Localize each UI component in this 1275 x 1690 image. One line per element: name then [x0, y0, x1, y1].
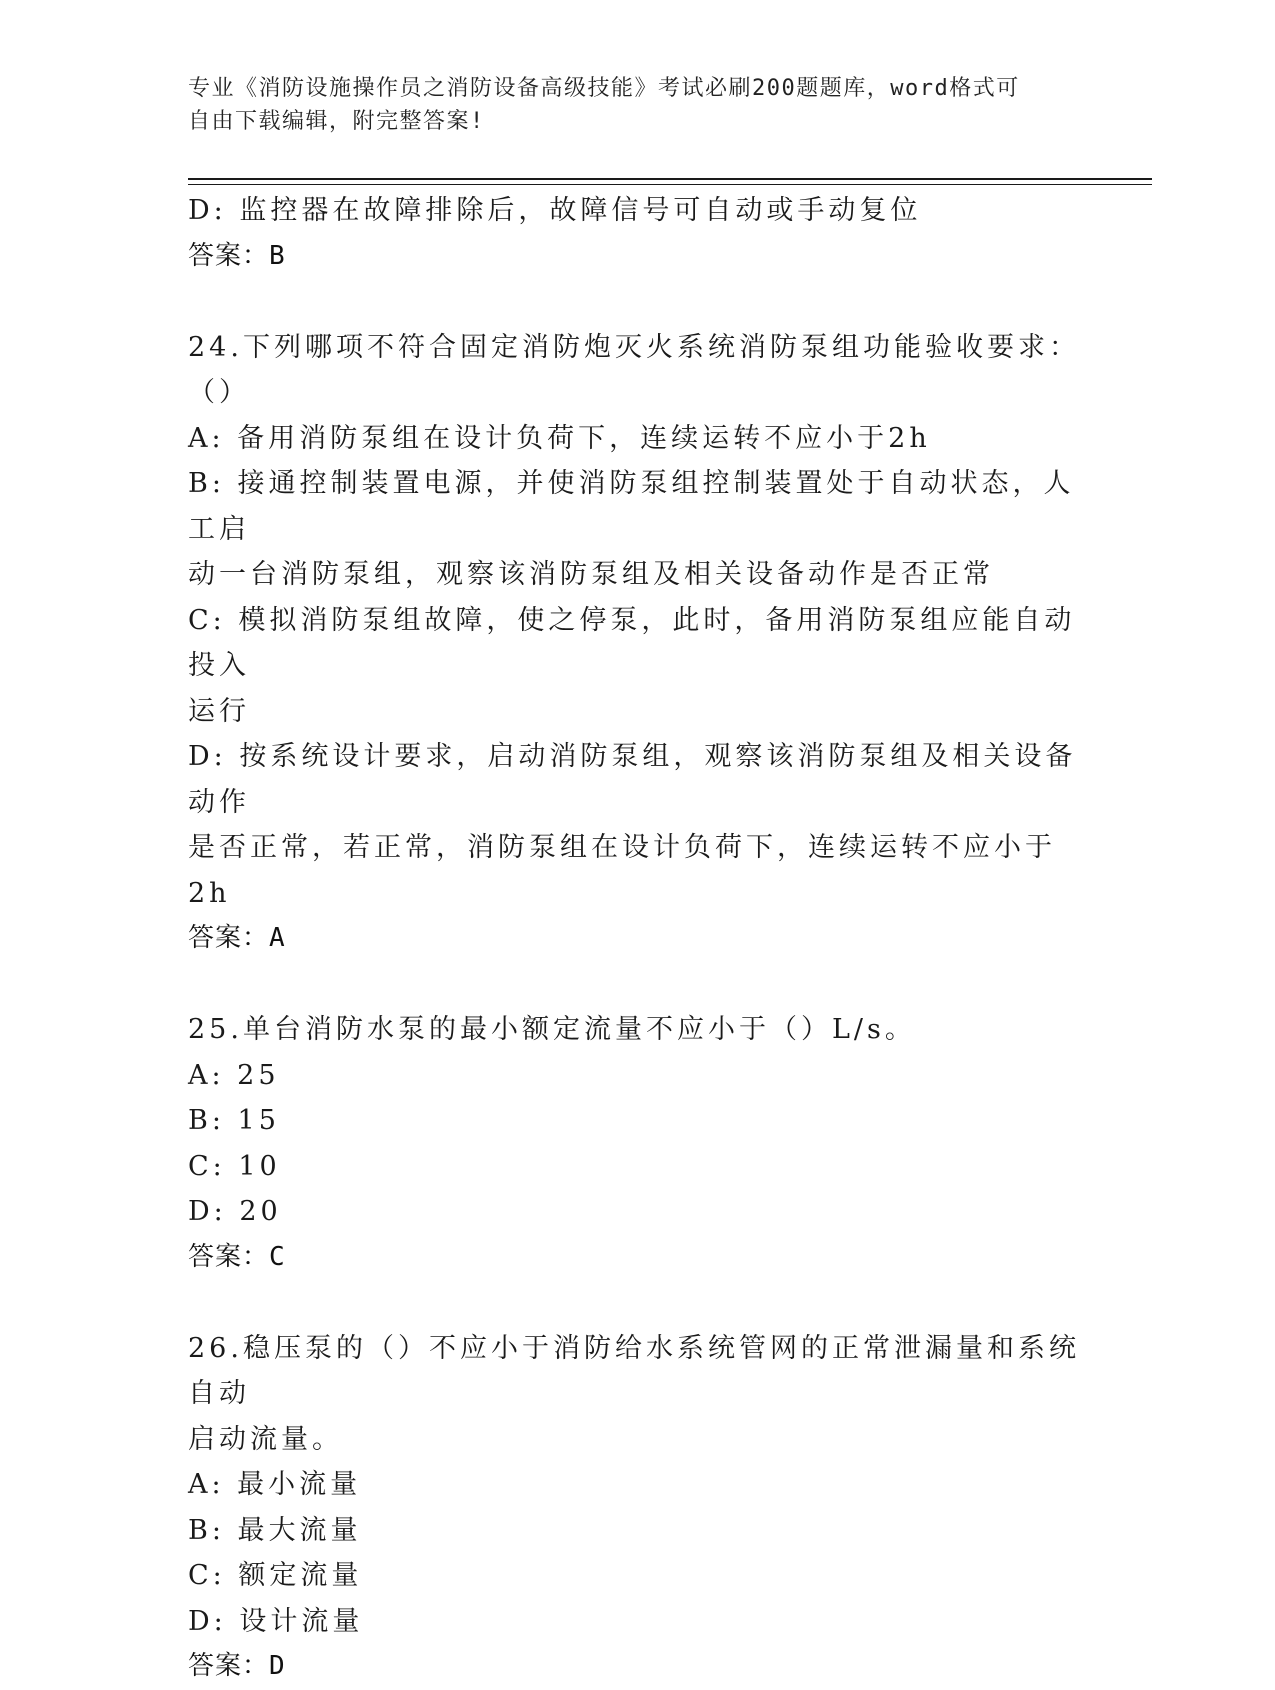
q24-option-a: A: 备用消防泵组在设计负荷下，连续运转不应小于2h [188, 422, 931, 454]
header-line-2: 自由下载编辑，附完整答案! [188, 109, 485, 134]
q24-option-b-line2: 动一台消防泵组，观察该消防泵组及相关设备动作是否正常 [188, 559, 994, 590]
q25-option-b: B: 15 [188, 1105, 280, 1136]
q24-option-d-line1: D: 按系统设计要求，启动消防泵组，观察该消防泵组及相关设备动作 [188, 741, 1077, 818]
q23-option-d: D: 监控器在故障排除后，故障信号可自动或手动复位 [188, 195, 922, 226]
q26-stem-line1: 26.稳压泵的（）不应小于消防给水系统管网的正常泄漏量和系统自动 [188, 1332, 1080, 1409]
page-header [188, 72, 1068, 138]
question-content [188, 188, 1088, 1690]
q23-answer: 答案：B [188, 240, 286, 271]
spacer [188, 279, 1088, 325]
q24-option-d-line2: 是否正常，若正常，消防泵组在设计负荷下，连续运转不应小于2h [188, 832, 1056, 909]
spacer [188, 1280, 1088, 1326]
q26-option-a: A: 最小流量 [188, 1469, 362, 1500]
q26-answer: 答案：D [188, 1651, 286, 1681]
q25-stem: 25.单台消防水泵的最小额定流量不应小于（）L/s。 [188, 1014, 916, 1045]
q26-option-b: B: 最大流量 [188, 1514, 362, 1546]
header-line-1: 专业《消防设施操作员之消防设备高级技能》考试必刷200题题库，word格式可 [188, 76, 1020, 101]
q26-option-c: C: 额定流量 [188, 1560, 363, 1591]
q24-answer: 答案：A [188, 923, 286, 953]
q26-option-d: D: 设计流量 [188, 1605, 364, 1637]
q26-stem-line2: 启动流量。 [188, 1423, 343, 1455]
q25-option-c: C: 10 [188, 1150, 281, 1182]
q24-option-b-line1: B: 接通控制装置电源，并使消防泵组控制装置处于自动状态，人工启 [188, 468, 1075, 545]
q24-option-c-line2: 运行 [188, 695, 250, 727]
q25-option-a: A: 25 [188, 1059, 280, 1091]
q25-answer: 答案：C [188, 1241, 286, 1272]
spacer [188, 962, 1088, 1008]
q25-option-d: D: 20 [188, 1196, 282, 1227]
header-divider [188, 178, 1152, 185]
q24-stem: 24.下列哪项不符合固定消防炮灭火系统消防泵组功能验收要求：（） [188, 331, 1080, 408]
q24-option-c-line1: C: 模拟消防泵组故障，使之停泵，此时，备用消防泵组应能自动投入 [188, 604, 1076, 681]
